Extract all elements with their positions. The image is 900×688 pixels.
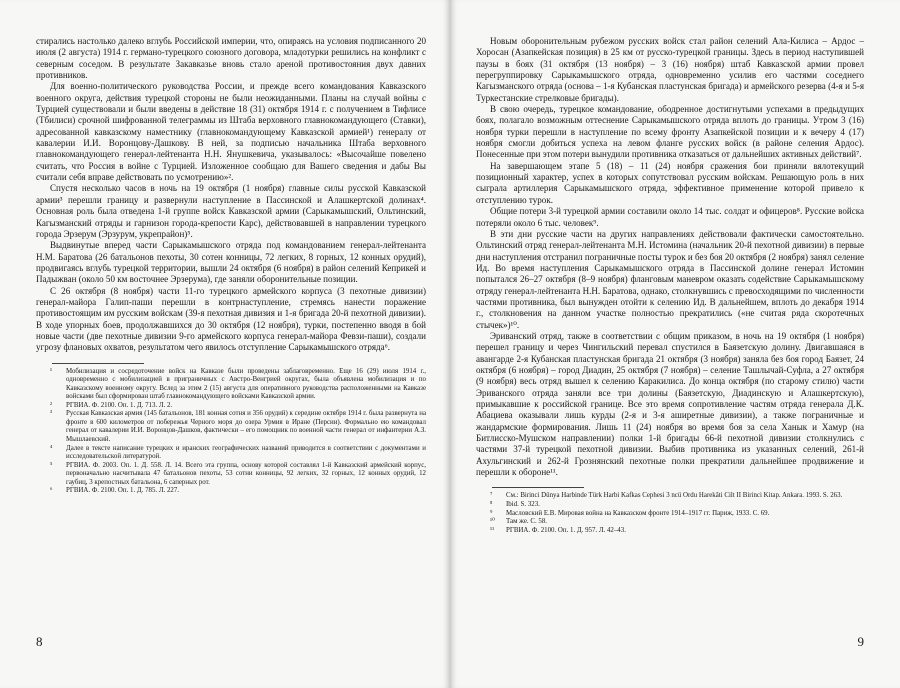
footnote-number: ⁴	[50, 444, 53, 452]
footnote-number: ⁶	[50, 487, 53, 495]
footnote-number: ¹	[50, 367, 53, 375]
paragraph: На завершающем этапе 5 (18) – 11 (24) ноября сражения бои приняли вялотекущий позиционный характер, успех в которых сопутствовал русским войскам. Решающую роль в них сыграла артиллерия Сарыкамышского отряда, эффективное применение которой привело к отступлению турок.	[476, 160, 864, 205]
footnote-text: РГВИА. Ф. 2003. Оп. 1. Д. 558. Л. 14. Всего эта группа, основу которой составлял 1-й Кавказский армейский корпус, первоначально насчитывала 47 батальонов пехоты, 53 сотни конницы, 92 легких, 32 горных, 12 конных орудий, 12 гаубиц, 3 крепостных батальона, 6 саперных рот.	[66, 461, 426, 486]
footnote-number: ⁷	[490, 492, 493, 500]
footnote-number: ¹⁰	[490, 518, 495, 526]
paragraph: Выдвинутые вперед части Сарыкамышского отряда под командованием генерал-лейтенанта Н.М. Баратова (26 батальонов пехоты, 30 сотен конницы, 72 легких, 8 горных, 12 конных орудий), продвигаясь вглубь турецкой территории, вышли 24 октября (6 ноября) в район селений Кеприкей и Падыжван (около 50 км восточнее Эрзерума), где заняли оборонительные позиции.	[36, 240, 426, 285]
footnote-text: Русская Кавказская армия (145 батальонов, 181 конная сотня и 356 орудий) к середине октября 1914 г. была развернута на фронте в 600 километров от побережья Черного моря до озера Урмия в Иране (Персии). Формально ею командовал генерал от кавалерии И.И. Воронцов-Дашков, фактически – его помощник по военной части генерал от инфантерии А.З. Мышлаевский.	[66, 410, 426, 443]
paragraph: стирались настолько далеко вглубь Российской империи, что, опираясь на условия подписанного 20 июля (2 августа) 1914 г. германо-турецкого союзного договора, младотурки решились на конфликт с северным соседом. В результате Закавказье вновь стало ареной противостояния двух давних противников.	[36, 36, 426, 81]
footnote	[36, 462, 426, 488]
footnote	[36, 410, 426, 444]
paragraph: В свою очередь, турецкое командование, ободренное достигнутыми успехами в предыдущих боях, полагало возможным оттеснение Сарыкамышского отряда вплоть до границы. Утром 3 (16) ноября турки перешли в наступление по всему фронту Азапкейской позиции и к вечеру 4 (17) ноября смогли добиться успеха на левом фланге русских войск (в районе селения Ардос). Понесенные при этом потери вынудили противника отказаться от дальнейших активных действий⁷.	[476, 104, 864, 160]
footnote-number: ⁵	[50, 461, 53, 469]
paragraph: Эриванский отряд, также в соответствии с общим приказом, в ночь на 19 октября (1 ноября) перешел границу и через Чингильский перевал спустился в Баязетскую долину. Двигавшаяся в авангарде 2-я Кубанская пластунская бригада 21 октября (3 ноября) заняла без боя город Баязет, 24 октября (6 ноября) – город Диадин, 25 октября (7 ноября) – селение Ташлычай-Суфла, а 27 октября (9 ноября) весь отряд вышел к селению Каракилиса. До конца октября (по старому стилю) части Эриванского отряда заняли все три долины (Баязетскую, Диадинскую и Алашкертскую), примыкавшие к российской границе. Все это время сопротивление частям отряда генерала Д.К. Абациева оказывали лишь курды (2-я и 3-я аширетные дивизии), а также пограничные и жандармские формирования. Лишь 11 (24) ноября во время боя за села Ханык и Хамур (на Битлисско-Мушском направлении) полки 1-й бригады 66-й пехотной дивизии столкнулись с частями 37-й турецкой пехотной дивизии. Выбив противника из указанных селений, 261-й Ахульгинский и 262-й Грознянский пехотные полки прекратили дальнейшее продвижение и перешли к обороне¹¹.	[476, 330, 864, 478]
footnote	[36, 368, 426, 402]
footnote	[476, 501, 864, 510]
page-number: 9	[857, 634, 864, 649]
footnote-text: РГВИА. Ф. 2100. Оп. 1. Д. 957. Л. 42–43.	[506, 526, 626, 534]
footnote-number: ³	[50, 410, 53, 418]
footnote	[36, 445, 426, 462]
footnote-separator	[52, 363, 144, 364]
footnote-number: ⁹	[490, 509, 493, 517]
footnote-text: РГВИА. Ф. 2100. Оп. 1. Д. 785. Л. 227.	[66, 487, 180, 495]
paragraph: В эти дни русские части на других направлениях действовали фактически самостоятельно. Ольтинский отряд генерал-лейтенанта М.Н. Истомина (начальник 20-й пехотной дивизии) в первые дни наступления отстранил пограничные посты турок и без боя 20 октября (2 ноября) занял селение Ид. Во время наступления Сарыкамышского отряда в Пассинской долине генерал Истомин попытался 26–27 октября (8–9 ноября) фланговым маневром оказать содействие Сарыкамышскому отряду генерал-лейтенанта Н.Н. Баратова, однако, столкнувшись с превосходящими по численности частями противника, был вынужден отойти к селению Ид. В дальнейшем, вплоть до декабря 1914 г., столкновения на данном участке полностью прекратились («не считая ряда скоротечных стычек»)¹⁰.	[476, 228, 864, 330]
footnote-text: Ibid. S. 323.	[506, 500, 540, 508]
paragraph: С 26 октября (8 ноября) части 11-го турецкого армейского корпуса (3 пехотные дивизии) генерал-майора Галип-паши перешли в контрнаступление, стремясь нанести поражение противостоящим им русским войскам (39-я пехотная дивизия и 1-я бригада 20-й пехотной дивизии). В ходе упорных боев, продолжавшихся до 30 октября (12 ноября), турки, постепенно вводя в бой новые части (две пехотные дивизии 9-го армейского корпуса генерал-майора Февзи-паши), создали угрозу флановых охватов, результатом чего явилось отступление Сарыкамышского отряда⁶.	[36, 285, 426, 353]
left-footnotes	[36, 363, 426, 496]
footnote	[36, 402, 426, 411]
footnote	[476, 518, 864, 527]
footnote-text: См.: Birinci Dünya Harbinde Türk Harbi Kafkas Cephesi 3 ncü Ordu Harekâti Cilt II Birinci Kitap. Ankara. 1993. S. 263.	[506, 492, 843, 500]
paragraph: Для военно-политического руководства России, и прежде всего командования Кавказского военного округа, действия турецкой стороны не были неожиданными. Планы на случай войны с Турцией существовали и были введены в действие 18 (31) октября 1914 г. с получением в Тифлисе (Тбилиси) срочной шифрованной телеграммы из Штаба верховного главнокомандующего (Ставки), адресованной кавказскому наместнику (главнокомандующему Кавказской армией¹) генералу от кавалерии И.И. Воронцову-Дашкову. В ней, за подписью начальника Штаба верховного главнокомандующего генерал-лейтенанта Н.Н. Янушкевича, указывалось: «Высочайше повелено считать, что Россия в войне с Турцией. Изложенное сообщаю для Вашего сведения и дабы Вы считали себя вправе действовать по усмотрению»².	[36, 81, 426, 183]
right-page	[450, 0, 900, 688]
footnote-text: РГВИА. Ф. 2100. Оп. 1. Д. 713. Л. 2.	[66, 401, 173, 409]
footnote	[476, 492, 864, 501]
footnote-text: Масловский Е.В. Мировая война на Кавказском фронте 1914–1917 гг. Париж, 1933. С. 69.	[506, 509, 770, 517]
page-number: 8	[36, 634, 43, 649]
right-body-text	[476, 36, 864, 478]
paragraph: Новым оборонительным рубежом русских войск стал район селений Ала-Килиса – Ардос – Хоросан (Азапкейская позиция) в 25 км от русско-турецкой границы. Здесь в период наступившей паузы в боях (31 октября (13 ноября) – 3 (16) ноября) штаб Кавказской армии провел перегруппировку Сарыкамышского отряда, одновременно усилив его частями соседнего Кагызманского отряда (основа – 1-я Кубанская пластунская бригада) и армейского резерва (4-я и 5-я Туркестанские стрелковые бригады).	[476, 36, 864, 103]
footnote	[476, 510, 864, 519]
right-footnotes	[476, 487, 864, 535]
footnote	[476, 527, 864, 536]
footnote-separator	[492, 487, 584, 488]
footnote-number: ⁸	[490, 500, 493, 508]
footnote-text: Далее в тексте написание турецких и иранских географических названий приводится в соответствии с документами и исследовательской литературой.	[66, 444, 426, 461]
paragraph: Общие потери 3-й турецкой армии составили около 14 тыс. солдат и офицеров⁸. Русские войска потеряли около 6 тыс. человек⁹.	[476, 206, 864, 228]
footnote-number: ¹¹	[490, 526, 495, 534]
footnote-text: Мобилизация и сосредоточение войск на Кавказе были проведены заблаговременно. Еще 16 (29) июля 1914 г., одновременно с мобилизацией в приграничных с Австро-Венгрией округах, была объявлена мобилизация и по Кавказскому военному округу. Вслед за этим 2 (15) августа для оперативного руководства расположенными на Кавказе войсками был сформирован штаб главнокомандующего войсками Кавказской армии.	[66, 367, 426, 401]
left-body-text	[36, 36, 426, 354]
footnote-number: ²	[50, 401, 53, 409]
footnote	[36, 487, 426, 496]
footnote-text: Там же. С. 58.	[506, 518, 548, 526]
paragraph: Спустя несколько часов в ночь на 19 октября (1 ноября) главные силы русской Кавказской армии³ перешли границу и развернули наступление в Пассинской и Алашкертской долинах⁴. Основная роль была отведена 1-й группе войск Кавказской армии (Сарыкамышский, Ольтинский, Кагызманский отряды и гарнизон города-крепости Карс), действовавшей в направлении турецкого города Эрзерум (Эрзурум, укрепрайон)⁵.	[36, 183, 426, 239]
